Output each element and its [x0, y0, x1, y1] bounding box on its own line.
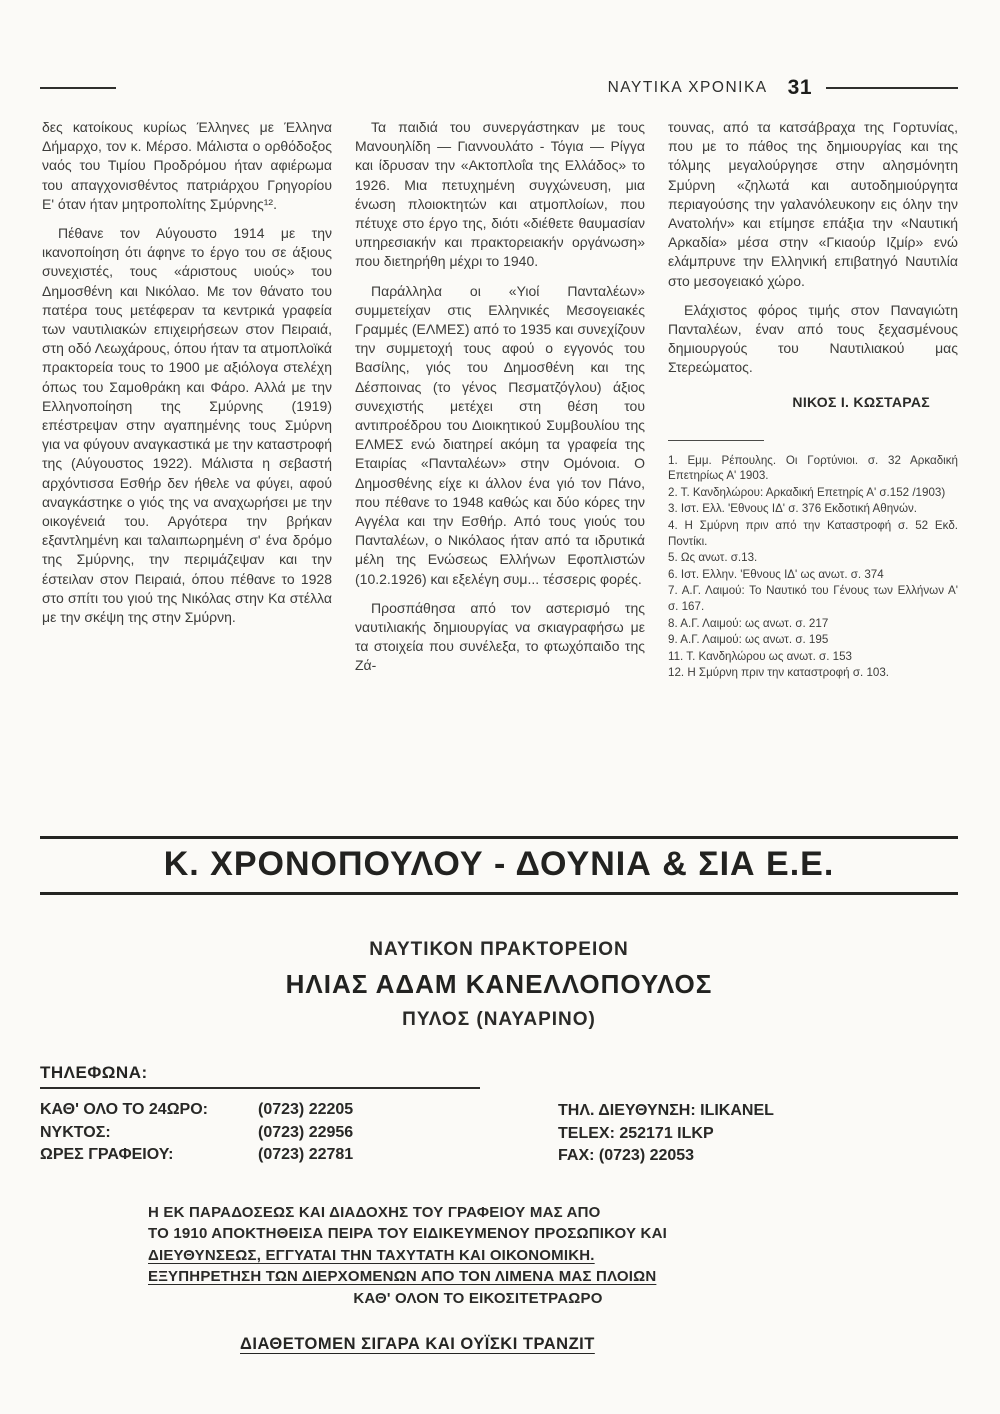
paragraph: Προσπάθησα από τον αστερισμό της ναυτιλιακής δημιουργίας να σκιαγραφήσω με τα στοιχεία που συνέλεξα, το φτωχόπαιδο της Ζά-	[355, 599, 645, 674]
footnote-item: 4. Η Σμύρνη πριν από την Καταστροφή σ. 52 Εκδ. Ποντίκι.	[668, 519, 958, 548]
paragraph: Παράλληλα οι «Υιοί Πανταλέων» συμμετείχαν στις Ελληνικές Μεσογειακές Γραμμές (ΕΛΜΕΣ) από το 1935 και συνεχίζουν την συμμετοχή τους αφού ο εγγονός του Βασίλης, γιός του Δημοσθένη και της Δέσποινας (το γένος Πεσματζόγλου) άξιος συνεχιστής μετέχει στη θέση του αντιπροέδρου του Διοικητικού Συμβουλίου της ΕΛΜΕΣ ενώ διατηρεί ακόμη τα γραφεία της Εταιρίας «Πανταλέων» στην Ομόνοια. Ο Δημοσθένης είχε κι άλλον ένα γιό τον Πάνο, που πέθανε το 1948 καθώς και δύο κόρες την Αγγέλα και την Εσθήρ. Από τους γιούς του Πανταλέων, ο Νικόλαος ήταν από τα ιδρυτικά μέλη της Ενώσεως Ελλήνων Εφοπλιστών (10.2.1926) και εξελέγη συμ... τέσσερις φορές.	[355, 282, 645, 587]
notice-line: ΕΞΥΠΗΡΕΤΗΣΗ ΤΩΝ ΔΙΕΡΧΟΜΕΝΩΝ ΑΠΟ ΤΟΝ ΛΙΜΕΝΑ ΜΑΣ ΠΛΟΙΩΝ	[148, 1268, 657, 1285]
page-number: 31	[787, 76, 812, 99]
phone-number: (0723) 22205	[258, 1101, 354, 1118]
advertisement	[40, 836, 958, 1354]
phone-row	[40, 1099, 480, 1122]
notice-line: ΚΑΘ' ΟΛΟΝ ΤΟ ΕΙΚΟΣΙΤΕΤΡΑΩΡΟ	[353, 1289, 603, 1307]
footnote-item: 1. Εμμ. Ρέπουλης. Οι Γορτύνιοι. σ. 32 Αρκαδική Επετηρίως Α' 1903.	[668, 453, 958, 483]
footnote-item: 8. Α.Γ. Λαιμού: ως ανωτ. σ. 217	[668, 616, 829, 630]
ad-footer-line: ΔΙΑΘΕΤΟΜΕΝ ΣΙΓΑΡΑ ΚΑΙ ΟΥΪΣΚΙ ΤΡΑΝΖΙΤ	[240, 1335, 595, 1353]
header-right-rule	[826, 87, 958, 89]
paragraph: δες κατοίκους κυρίως Έλληνες με Έλληνα Δήμαρχο, τον κ. Μέρσο. Μάλιστα ο ορθόδοξος ναός του Τιμίου Προδρόμου ήταν αφιέρωμα του απαγχονισθέντος πατριάρχου Γρηγορίου Ε' όταν ήταν μητροπολίτης Σμύρνης¹².	[42, 119, 332, 212]
contact-line: FAX: (0723) 22053	[558, 1147, 695, 1164]
notice-line: Η ΕΚ ΠΑΡΑΔΟΣΕΩΣ ΚΑΙ ΔΙΑΔΟΧΗΣ ΤΟΥ ΓΡΑΦΕΙΟΥ ΜΑΣ ΑΠΟ	[148, 1203, 601, 1221]
notice-line: ΤΟ 1910 ΑΠΟΚΤΗΘΕΙΣΑ ΠΕΙΡΑ ΤΟΥ ΕΙΔΙΚΕΥΜΕΝΟΥ ΠΡΟΣΩΠΙΚΟΥ ΚΑΙ	[148, 1225, 667, 1242]
paragraph: Τα παιδιά του συνεργάστηκαν με τους Μανουηλίδη — Γιαννουλάτο - Τόγια — Ρίγγα και ίδρυσαν την «Ακτοπλοΐα της Ελλάδος» το 1926. Μια πετυχημένη συγχώνευση, μια ένωση πλοιοκτητών και ατμοπλοίων, που πέτυχε στο έργο της, διότι «διέθετε θαυμασίαν υπηρεσιακήν και πρακτορειακήν οργάνωση» που διετηρήθη μέχρι το 1940.	[355, 119, 645, 270]
notice-line: ΔΙΕΥΘΥΝΣΕΩΣ, ΕΓΓΥΑΤΑΙ ΤΗΝ ΤΑΧΥΤΑΤΗ ΚΑΙ ΟΙΚΟΝΟΜΙΚΗ.	[148, 1246, 595, 1264]
article-column-2	[355, 118, 645, 686]
magazine-title: ΝΑΥΤΙΚΑ ΧΡΟΝΙΚΑ	[607, 79, 768, 96]
phones-heading: ΤΗΛΕΦΩΝΑ:	[40, 1063, 480, 1089]
footnote-item: 9. Α.Γ. Λαιμού: ως ανωτ. σ. 195	[668, 633, 829, 647]
phones-table	[40, 1099, 480, 1168]
footnotes-list	[668, 453, 958, 681]
ad-location: ΠΥΛΟΣ (ΝΑΥΑΡΙΝΟ)	[402, 1009, 596, 1030]
header-left-rule	[40, 87, 116, 89]
contact-line: ΤΗΛ. ΔΙΕΥΘΥΝΣΗ: ILIKANEL	[558, 1102, 774, 1119]
footnote-item: 7. Α.Γ. Λαιμού: Το Ναυτικό του Γένους των Ελλήνων Α' σ. 167.	[668, 584, 958, 613]
ad-agent-name: ΗΛΙΑΣ ΑΔΑΜ ΚΑΝΕΛΛΟΠΟΥΛΟΣ	[285, 969, 713, 999]
footnote-item: 6. Ιστ. Ελλην. 'Εθνους ΙΔ' ως ανωτ. σ. 374	[668, 567, 884, 581]
phones-section	[40, 1099, 958, 1168]
ad-company-title: Κ. ΧΡΟΝΟΠΟΥΛΟΥ - ΔΟΥΝΙΑ & ΣΙΑ Ε.Ε.	[163, 845, 835, 883]
ad-notice	[148, 1202, 808, 1310]
contact-lines	[558, 1099, 958, 1168]
phone-number: (0723) 22781	[258, 1146, 354, 1163]
article-body	[42, 118, 958, 686]
footnote-item: 3. Ιστ. Ελλ. 'Εθνους ΙΔ' σ. 376 Εκδοτική Αθηνών.	[668, 502, 918, 516]
phone-row	[40, 1144, 480, 1167]
ad-agency-type: ΝΑΥΤΙΚΟΝ ΠΡΑΚΤΟΡΕΙΟΝ	[369, 939, 629, 960]
page-header	[40, 76, 958, 100]
footnote-item: 11. Τ. Κανδηλώρου ως ανωτ. σ. 153	[668, 649, 852, 663]
phone-label: ΝΥΚΤΟΣ:	[40, 1123, 111, 1141]
phone-number: (0723) 22956	[258, 1123, 354, 1141]
ad-bottom-rule	[40, 892, 958, 895]
article-column-1	[42, 118, 332, 686]
footnote-item: 5. Ως ανωτ. σ.13.	[668, 551, 758, 565]
author-signature: ΝΙΚΟΣ Ι. ΚΩΣΤΑΡΑΣ	[792, 393, 930, 410]
phone-row	[40, 1122, 480, 1145]
paragraph: Ελάχιστος φόρος τιμής στον Παναγιώτη Πανταλέων, έναν από τους ξεχασμένους δημιουργούς του Ναυτιλιακού μας Στερεώματος.	[668, 301, 958, 376]
footnote-item: 12. Η Σμύρνη πριν την καταστροφή σ. 103.	[668, 666, 890, 680]
paragraph: τουνας, από τα κατσάβραχα της Γορτυνίας, που με το πάθος της δημιουργίας και της τόλμης μεγαλούργησε στην αλησμόνητη Σμύρνη «ζηλωτά και αυτοδημιούργητα περιαγούσης την γαλανόλευκοην εις όλην την Ανατολήν» και ετίμησε επάξια την «Ναυτική Αρκαδία» μέσα στην «Γκιαούρ Ιζμίρ» ενώ ελάμπρυνε την Ελληνική επιβατηγό Ναυτιλία στο μεσογειακό χώρο.	[668, 119, 958, 289]
contact-line: TELEX: 252171 ILKP	[558, 1124, 714, 1142]
phone-label: ΩΡΕΣ ΓΡΑΦΕΙΟΥ:	[40, 1146, 174, 1163]
phone-label: ΚΑΘ' ΟΛΟ ΤΟ 24ΩΡΟ:	[40, 1101, 208, 1118]
footnote-item: 2. Τ. Κανδηλώρου: Αρκαδική Επετηρίς Α' σ.152 /1903)	[668, 485, 946, 499]
footnotes-divider	[668, 440, 764, 441]
article-column-3	[668, 118, 958, 686]
paragraph: Πέθανε τον Αύγουστο 1914 με την ικανοποίηση ότι άφηνε το έργο του σε άξιους συνεχιστές, τους «άριστους υιούς» του Δημοσθένη και Νικόλαο. Με τον θάνατο του πατέρα τους μετέφεραν τα κεντρικά γραφεία των ναυτιλιακών επιχειρήσεων στον Πειραιά, στη οδό Λεωχάρους, όπου ήταν τα ατμοπλοϊκά πρακτορεία τους το 1900 με αξιόλογα στελέχη όπως του Σαμοθράκη και Φάρο. Αλλά με την Ελληνοποίηση της Σμύρνης (1919) επέστρεψαν στην αγαπημένης τους Σμύρνη για να φύγουν αναγκαστικά με την καταστροφή της (Αύγουστος 1922). Μάλιστα η σεβαστή αρχόντισσα Εσθήρ δεν ήθελε να φύγει, αφού αναγκάστηκε ο γιός της να αναχωρήσει με την οικογένειά του. Αργότερα την βρήκαν εξαντλημένη και ταλαιπωρημένη σ' ένα δρόμο της Σμύρνης, την περιμάζεψαν και την έστειλαν στον Πειραιά, όπου πέθανε το 1928 στο σπίτι του γιού της Νικόλας στην Κα στέλλα με την σκέψη της στην Σμύρνη.	[42, 225, 332, 626]
ad-top-rule	[40, 836, 958, 839]
